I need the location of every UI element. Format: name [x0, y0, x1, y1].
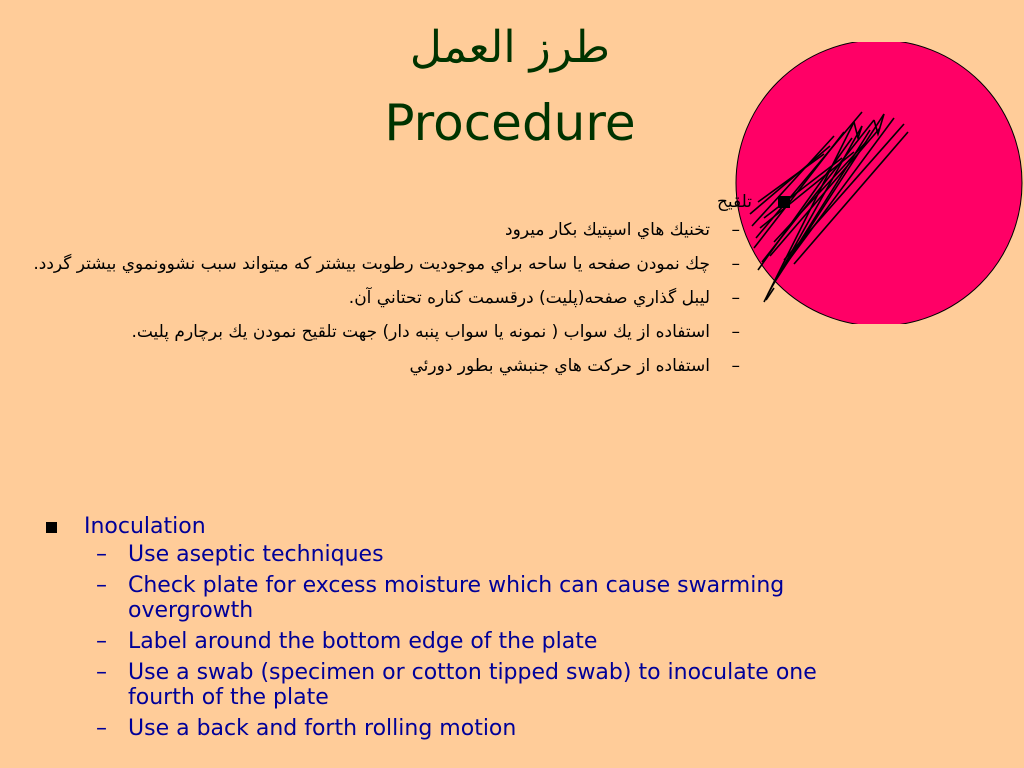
- english-list-item: [44, 629, 844, 654]
- persian-list-item: [8, 250, 790, 278]
- square-bullet-icon: [778, 196, 790, 208]
- dash-icon: –: [731, 322, 740, 342]
- persian-heading-label: تلقيح: [716, 192, 752, 212]
- page-title-english: Procedure: [384, 94, 636, 152]
- english-item-text: Use aseptic techniques: [128, 542, 384, 567]
- english-list-item: [44, 716, 844, 741]
- persian-item-text: استفاده از حركت هاي جنبشي بطور دورئي: [409, 356, 710, 376]
- english-list-item: [44, 660, 844, 710]
- english-heading-label: Inoculation: [84, 514, 206, 539]
- persian-item-text: ليبل گذاري صفحه(پليت) درقسمت كناره تحتاني آن.: [348, 288, 710, 308]
- english-item-text: Check plate for excess moisture which can cause swarming overgrowth: [128, 573, 785, 623]
- persian-list-item: [8, 216, 790, 244]
- english-heading-item: [44, 512, 844, 542]
- english-list-item: [44, 542, 844, 567]
- persian-item-text: چك نمودن صفحه يا ساحه براي موجوديت رطوبت بيشتر كه ميتواند سبب نشوونموي بيشتر گردد.: [33, 254, 710, 274]
- english-content: [44, 512, 844, 747]
- page-title-arabic: طرز العمل: [409, 22, 611, 73]
- dash-icon: –: [731, 356, 740, 376]
- dash-icon: –: [96, 542, 107, 567]
- dash-icon: –: [731, 288, 740, 308]
- dash-icon: –: [731, 254, 740, 274]
- english-item-text: Use a back and forth rolling motion: [128, 716, 517, 741]
- english-list-item: [44, 573, 844, 623]
- persian-heading-item: [8, 188, 790, 216]
- dash-icon: –: [96, 716, 107, 741]
- persian-item-text: استفاده از يك سواب ( نمونه يا سواب پنبه دار) جهت تلقيح نمودن يك برچارم پليت.: [131, 322, 710, 342]
- dash-icon: –: [96, 660, 107, 685]
- english-item-text: Label around the bottom edge of the plate: [128, 629, 598, 654]
- persian-item-text: تخنيك هاي اسپتيك بكار ميرود: [505, 220, 710, 240]
- persian-list-item: [8, 284, 790, 312]
- english-item-text: Use a swab (specimen or cotton tipped swab) to inoculate one fourth of the plate: [128, 660, 817, 710]
- persian-list-item: [8, 352, 790, 380]
- dash-icon: –: [96, 629, 107, 654]
- dash-icon: –: [731, 220, 740, 240]
- dash-icon: –: [96, 573, 107, 598]
- english-list: [44, 542, 844, 741]
- square-bullet-icon: [46, 522, 57, 533]
- persian-list-item: [8, 318, 790, 346]
- persian-content: [8, 188, 790, 386]
- persian-list: [8, 216, 790, 380]
